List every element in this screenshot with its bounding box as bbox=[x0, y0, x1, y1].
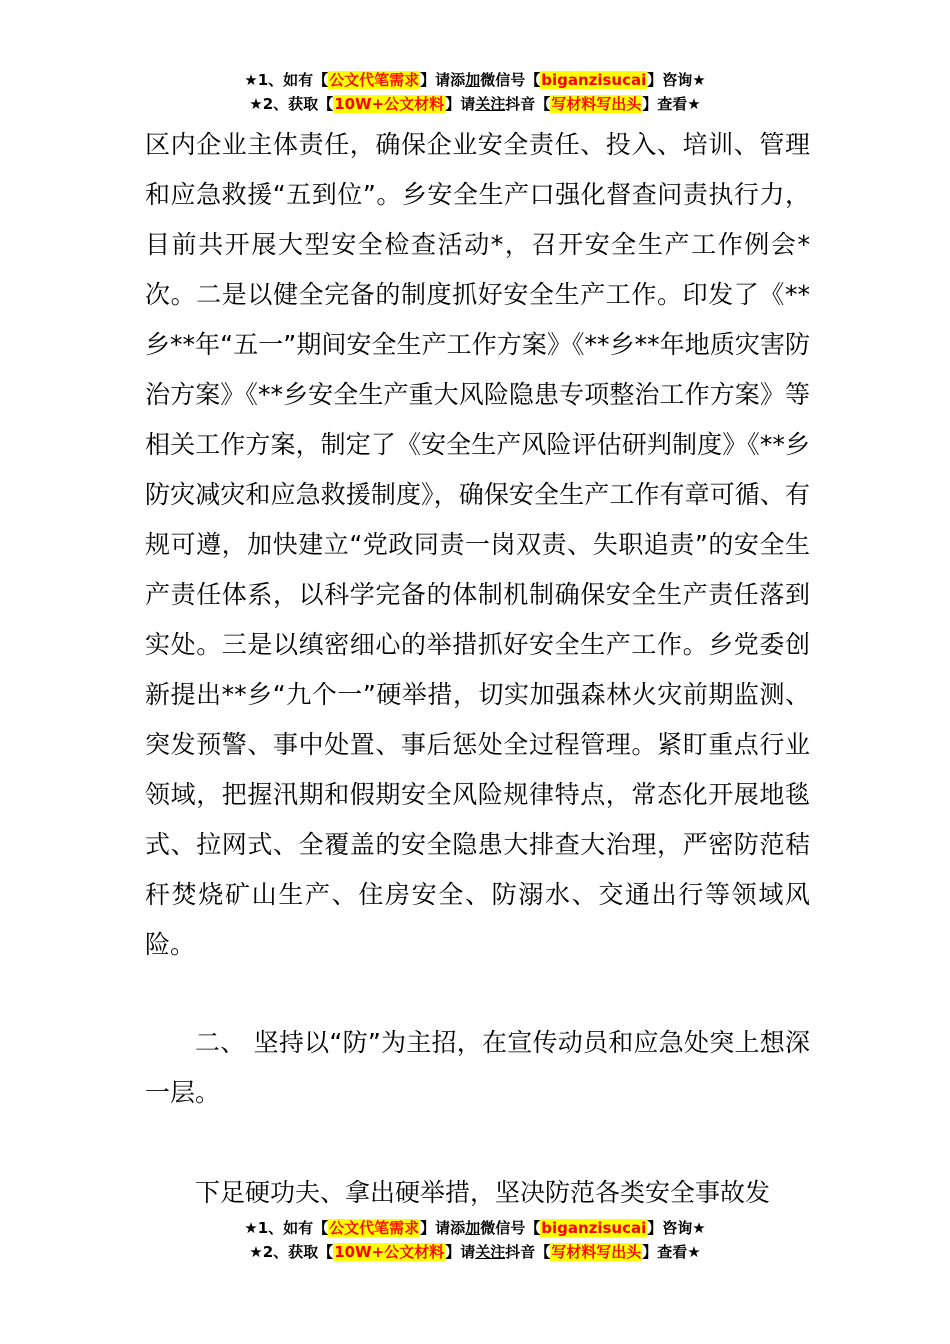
promo-underline: 关注 bbox=[475, 1243, 506, 1261]
promo-text: 】查看★ bbox=[642, 1243, 701, 1261]
promo-text: 】请添 bbox=[420, 71, 466, 89]
promo-text: 微信号【 bbox=[480, 71, 541, 89]
promo-text: ★1、如有【 bbox=[244, 1219, 329, 1237]
promo-line-2 bbox=[0, 1240, 950, 1264]
promo-underline: 加 bbox=[465, 71, 481, 89]
promo-text: 】请 bbox=[445, 1243, 476, 1261]
promo-underline: 加 bbox=[465, 1219, 481, 1237]
promo-highlight: 10W+公文材料 bbox=[334, 95, 445, 113]
promo-text: 】请 bbox=[445, 95, 476, 113]
promo-text: 抖音【 bbox=[505, 95, 551, 113]
promo-text: ★1、如有【 bbox=[244, 71, 329, 89]
promo-highlight: 写材料写出头 bbox=[551, 95, 642, 113]
promo-underline: 关注 bbox=[475, 95, 506, 113]
promo-text: 】咨询★ bbox=[647, 1219, 706, 1237]
promo-highlight: 公文代笔需求 bbox=[329, 1219, 420, 1237]
promo-text: 抖音【 bbox=[505, 1243, 551, 1261]
body-paragraph: 下足硬功夫、拿出硬举措，坚决防范各类安全事故发 bbox=[195, 1178, 771, 1207]
promo-highlight: 10W+公文材料 bbox=[334, 1243, 445, 1261]
promo-line-1 bbox=[0, 1216, 950, 1240]
promo-text: ★2、获取【 bbox=[249, 1243, 334, 1261]
promo-text: 微信号【 bbox=[480, 1219, 541, 1237]
promo-text: 】查看★ bbox=[642, 95, 701, 113]
promo-text: ★2、获取【 bbox=[249, 95, 334, 113]
promo-text: 】请添 bbox=[420, 1219, 466, 1237]
promo-highlight: biganzisucai bbox=[541, 1219, 647, 1237]
footer-promo-banner bbox=[0, 1216, 950, 1264]
promo-highlight: biganzisucai bbox=[541, 71, 647, 89]
promo-line-1 bbox=[0, 68, 950, 92]
promo-highlight: 写材料写出头 bbox=[551, 1243, 642, 1261]
promo-highlight: 公文代笔需求 bbox=[329, 71, 420, 89]
promo-text: 】咨询★ bbox=[647, 71, 706, 89]
section-heading: 二、 坚持以“防”为主招，在宣传动员和应急处突上想深一层。 bbox=[145, 1028, 810, 1107]
body-paragraph: 区内企业主体责任，确保企业安全责任、投入、培训、管理和应急救援“五到位”。乡安全生产口强化督查问责执行力，目前共开展大型安全检查活动*，召开安全生产工作例会*次。二是以健全完备的制度抓好安全生产工作。印发了《**乡**年“五一”期间安全生产工作方案》《**乡**年地质灾害防治方案》《**乡安全生产重大风险隐患专项整治工作方案》等相关工作方案，制定了《安全生产风险评估研判制度》《**乡防灾减灾和应急救援制度》，确保安全生产工作有章可循、有规可遵，加快建立“党政同责一岗双责、失职追责”的安全生产责任体系，以科学完备的体制机制确保安全生产责任落到实处。三是以缜密细心的举措抓好安全生产工作。乡党委创新提出**乡“九个一”硬举措，切实加强森林火灾前期监测、突发预警、事中处置、事后惩处全过程管理。紧盯重点行业领域，把握汛期和假期安全风险规律特点，常态化开展地毯式、拉网式、全覆盖的安全隐患大排查大治理，严密防范秸秆焚烧矿山生产、住房安全、防溺水、交通出行等领域风险。 bbox=[145, 130, 810, 959]
header-promo-banner bbox=[0, 68, 950, 116]
promo-line-2 bbox=[0, 92, 950, 116]
